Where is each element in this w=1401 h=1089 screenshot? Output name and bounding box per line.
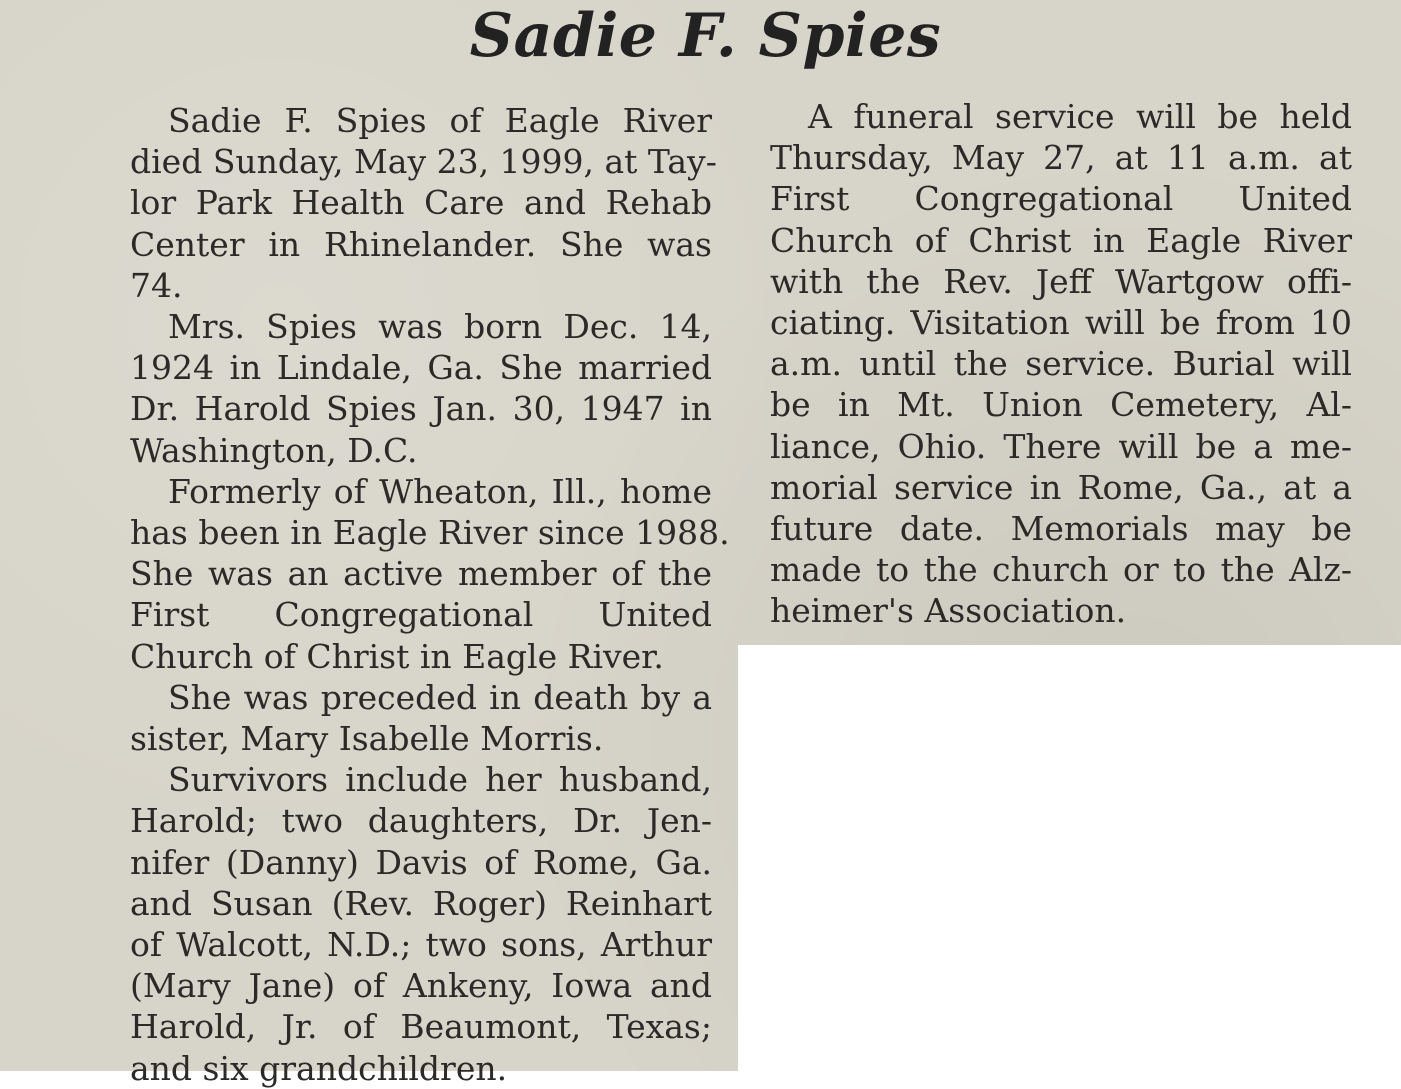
text-line: has been in Eagle River since 1988. (130, 513, 730, 553)
text-line: made to the church or to the Alz- (770, 550, 1352, 590)
text-line: be in Mt. Union Cemetery, Al- (770, 385, 1352, 425)
paragraph-preceded-in-death (92, 677, 712, 759)
text-line: Church of Christ in Eagle River (770, 220, 1352, 260)
text-line: and Susan (Rev. Roger) Reinhart (130, 883, 712, 923)
paragraph-death-notice (92, 100, 717, 306)
text-line: and six grandchildren. (130, 1048, 508, 1088)
text-line: Sadie F. Spies of Eagle River (168, 101, 712, 140)
left-column (92, 100, 730, 1089)
text-line: Harold; two daughters, Dr. Jen- (130, 801, 712, 841)
text-line: heimer's Association. (770, 591, 1127, 631)
text-line: Center in Rhinelander. She was (130, 224, 712, 264)
text-line: future date. Memorials may be (770, 509, 1352, 549)
text-line: died Sunday, May 23, 1999, at Tay- (130, 142, 717, 182)
text-line: First Congregational United (770, 179, 1352, 219)
blank-area (738, 645, 1401, 1071)
text-line: Survivors include her husband, (168, 760, 712, 800)
text-line: 1924 in Lindale, Ga. She married (130, 348, 712, 388)
text-line: lor Park Health Care and Rehab (130, 183, 712, 223)
text-line: morial service in Rome, Ga., at a (770, 467, 1352, 507)
text-line: Formerly of Wheaton, Ill., home (168, 471, 712, 511)
text-line: Church of Christ in Eagle River. (130, 636, 664, 676)
text-line: nifer (Danny) Davis of Rome, Ga. (130, 842, 712, 882)
text-line: of Walcott, N.D.; two sons, Arthur (130, 925, 712, 965)
text-line: Harold, Jr. of Beaumont, Texas; (130, 1007, 712, 1047)
text-line: sister, Mary Isabelle Morris. (130, 719, 604, 759)
text-line: 74. (130, 265, 183, 305)
text-line: She was an active member of the (130, 554, 712, 594)
text-line: Dr. Harold Spies Jan. 30, 1947 in (130, 389, 712, 429)
paragraph-residence-church (92, 471, 730, 677)
text-line: A funeral service will be held (808, 97, 1352, 136)
text-line: liance, Ohio. There will be a me- (770, 426, 1352, 466)
paragraph-funeral-service (732, 96, 1352, 632)
text-line: (Mary Jane) of Ankeny, Iowa and (130, 966, 712, 1006)
paragraph-birth-marriage (92, 306, 712, 471)
text-line: First Congregational United (130, 595, 712, 635)
text-line: Washington, D.C. (130, 430, 418, 470)
text-line: She was preceded in death by a (168, 677, 712, 717)
paragraph-survivors (92, 759, 712, 1089)
text-line: Mrs. Spies was born Dec. 14, (168, 307, 712, 347)
text-line: a.m. until the service. Burial will (770, 344, 1352, 384)
text-line: with the Rev. Jeff Wartgow offi- (770, 261, 1352, 301)
right-column (732, 96, 1352, 632)
obituary-headline: Sadie F. Spies (469, 1, 942, 71)
text-line: ciating. Visitation will be from 10 (770, 303, 1352, 343)
text-line: Thursday, May 27, at 11 a.m. at (770, 138, 1352, 178)
